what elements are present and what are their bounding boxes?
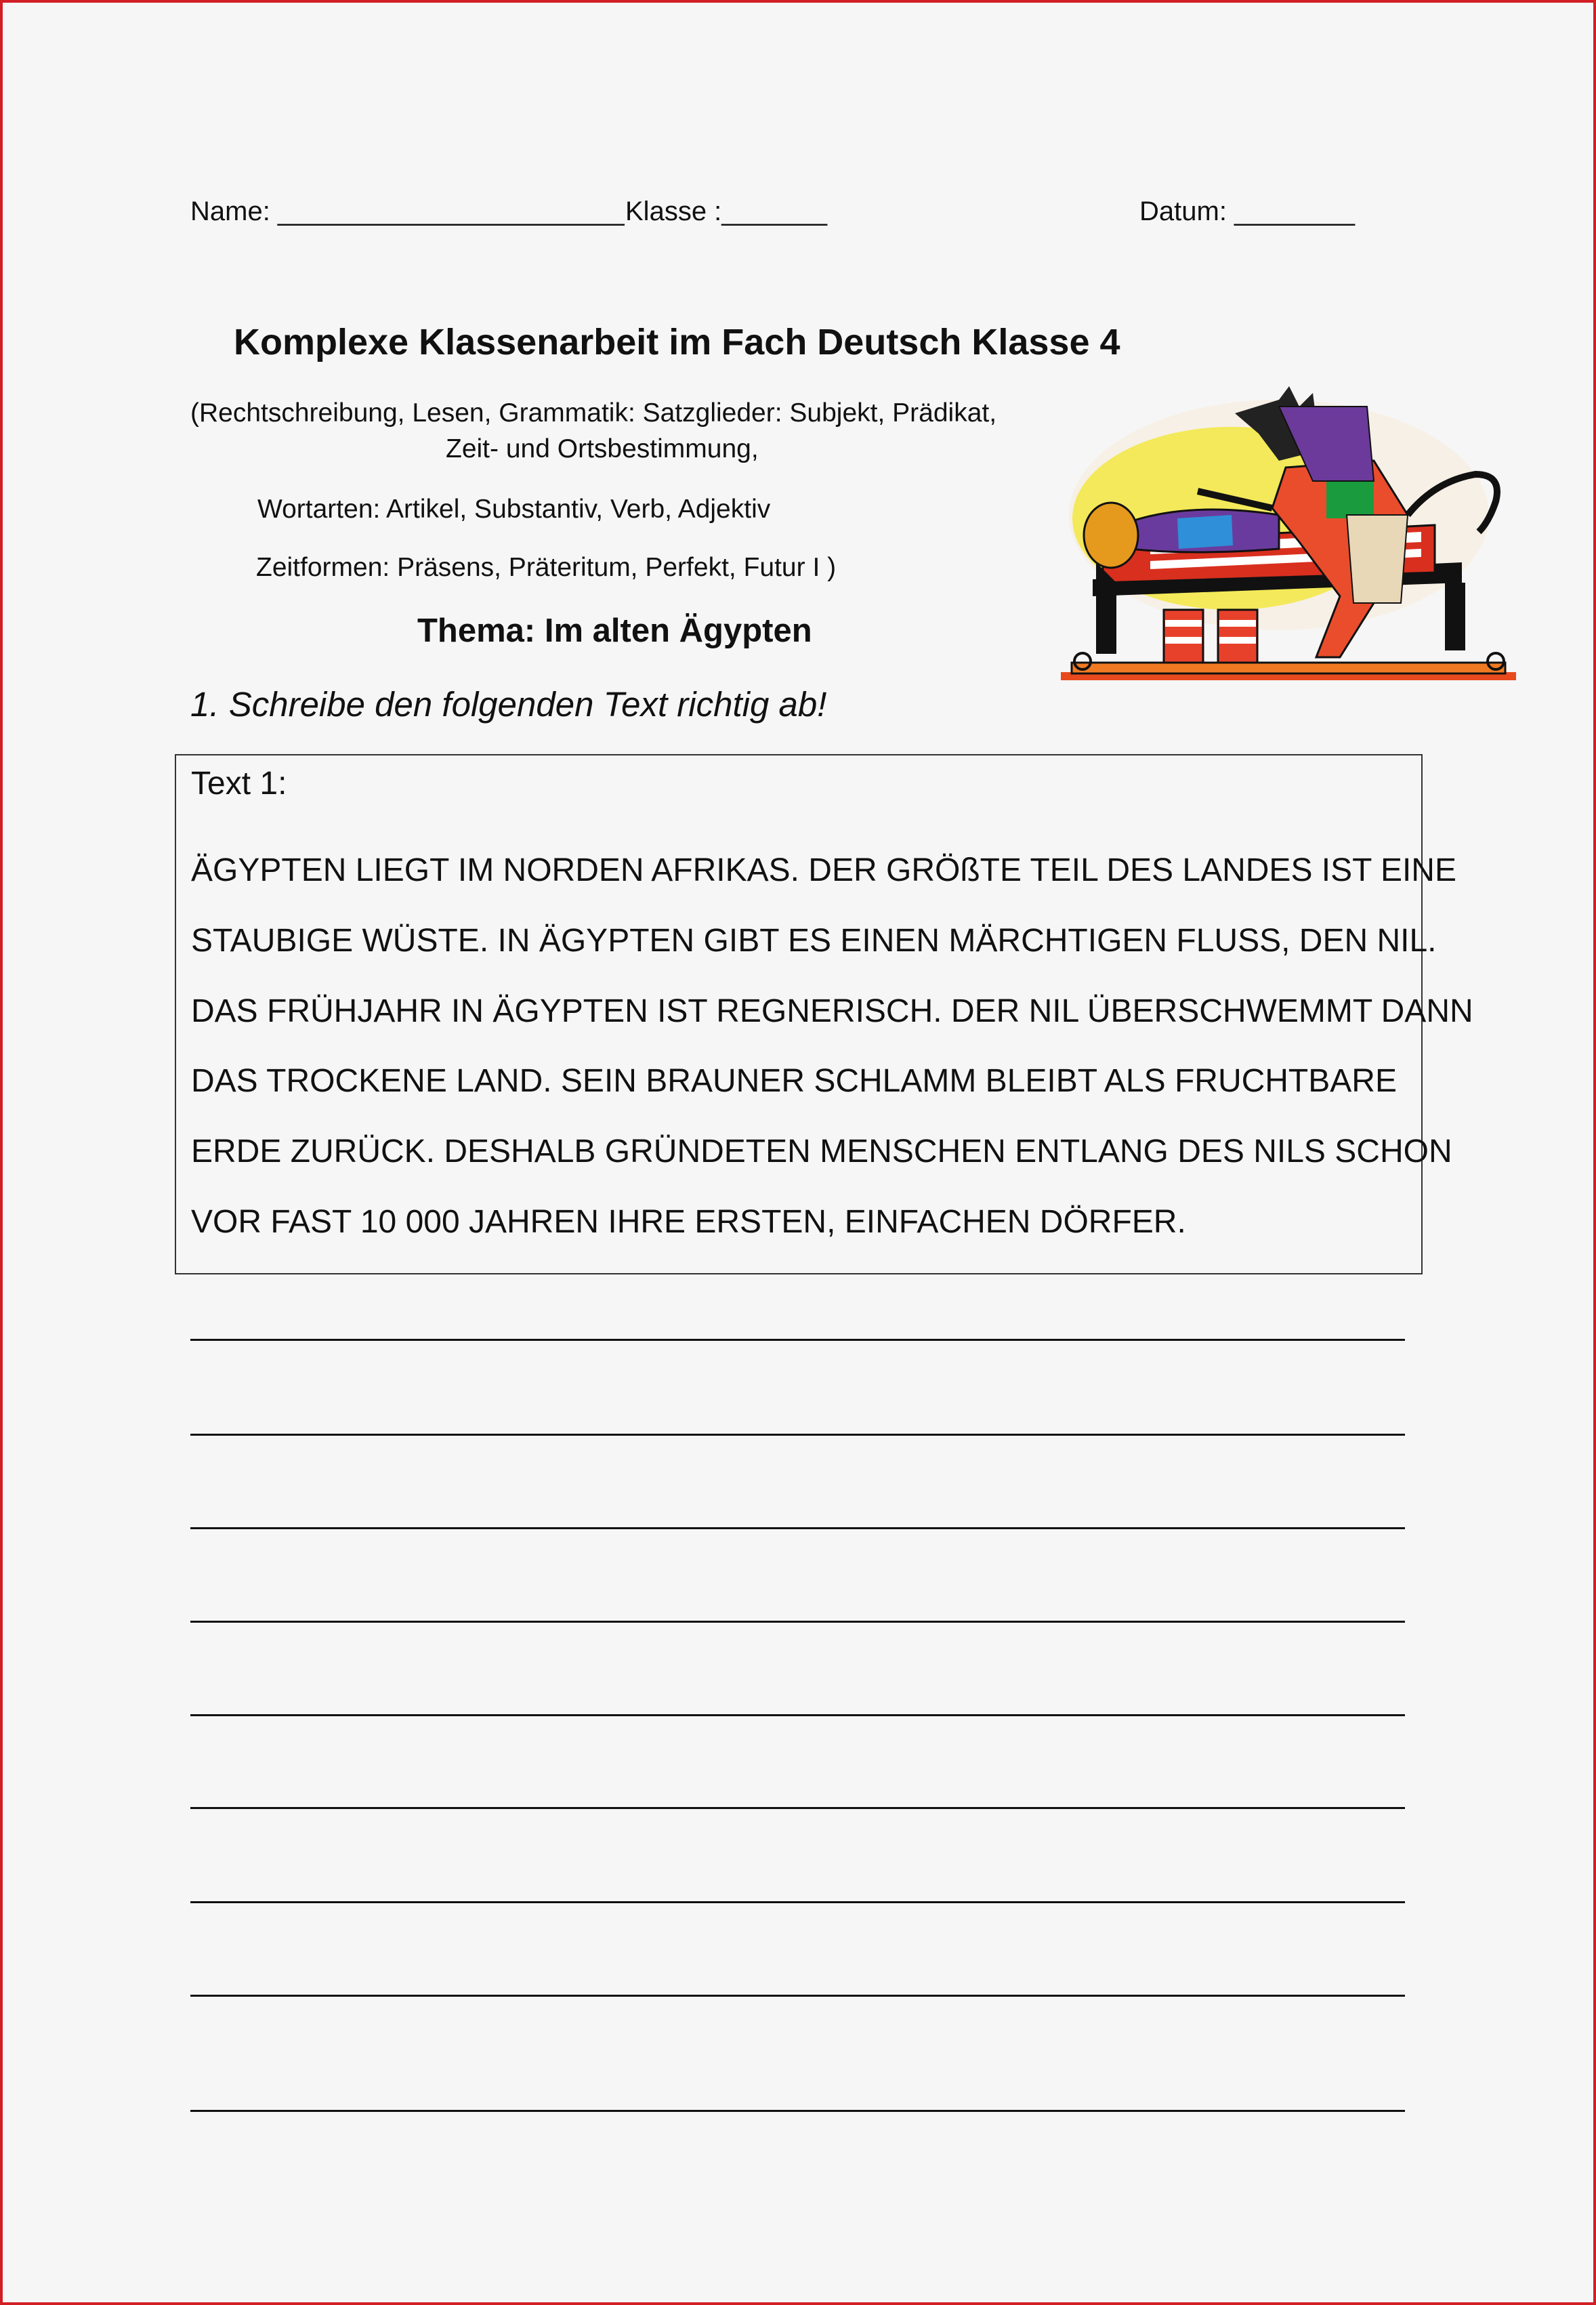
subtitle-line-4: Zeitformen: Präsens, Präteritum, Perfekt, Futur I ) — [256, 553, 837, 582]
text-line-1: ÄGYPTEN LIEGT IM NORDEN AFRIKAS. DER GRÖßTE TEIL DES LANDES IST EINE — [191, 852, 1456, 888]
writing-line-1[interactable] — [190, 1339, 1405, 1341]
anubis-mummy-illustration — [1055, 379, 1521, 688]
writing-line-5[interactable] — [190, 1714, 1405, 1716]
page-title: Komplexe Klassenarbeit im Fach Deutsch Klasse 4 — [234, 322, 1120, 362]
text-1-label: Text 1: — [191, 766, 287, 802]
writing-line-7[interactable] — [190, 1901, 1405, 1903]
subtitle-line-3: Wortarten: Artikel, Substantiv, Verb, Adjektiv — [257, 495, 771, 524]
text-line-2: STAUBIGE WÜSTE. IN ÄGYPTEN GIBT ES EINEN MÄRCHTIGEN FLUSS, DEN NIL. — [191, 923, 1437, 959]
writing-line-4[interactable] — [190, 1621, 1405, 1623]
text-line-6: VOR FAST 10 000 JAHREN IHRE ERSTEN, EINFACHEN DÖRFER. — [191, 1204, 1186, 1240]
writing-line-2[interactable] — [190, 1434, 1405, 1436]
writing-line-9[interactable] — [190, 2110, 1405, 2112]
subtitle-line-2: Zeit- und Ortsbestimmung, — [446, 434, 759, 463]
class-field-label: Klasse :_______ — [625, 196, 828, 226]
text-line-5: ERDE ZURÜCK. DESHALB GRÜNDETEN MENSCHEN ENTLANG DES NILS SCHON — [191, 1134, 1452, 1169]
task-instruction: 1. Schreibe den folgenden Text richtig ab! — [190, 685, 827, 724]
date-field-label: Datum: ________ — [1139, 196, 1356, 226]
writing-line-3[interactable] — [190, 1527, 1405, 1529]
subtitle-line-1: (Rechtschreibung, Lesen, Grammatik: Satzglieder: Subjekt, Prädikat, — [190, 398, 997, 428]
writing-line-6[interactable] — [190, 1807, 1405, 1809]
theme-heading: Thema: Im alten Ägypten — [417, 612, 812, 649]
text-1-box — [175, 754, 1473, 1274]
name-field-label: Name: _______________________ — [190, 196, 625, 226]
text-line-3: DAS FRÜHJAHR IN ÄGYPTEN IST REGNERISCH. DER NIL ÜBERSCHWEMMT DANN — [191, 993, 1473, 1029]
text-line-4: DAS TROCKENE LAND. SEIN BRAUNER SCHLAMM BLEIBT ALS FRUCHTBARE — [191, 1063, 1397, 1099]
writing-line-8[interactable] — [190, 1995, 1405, 1997]
